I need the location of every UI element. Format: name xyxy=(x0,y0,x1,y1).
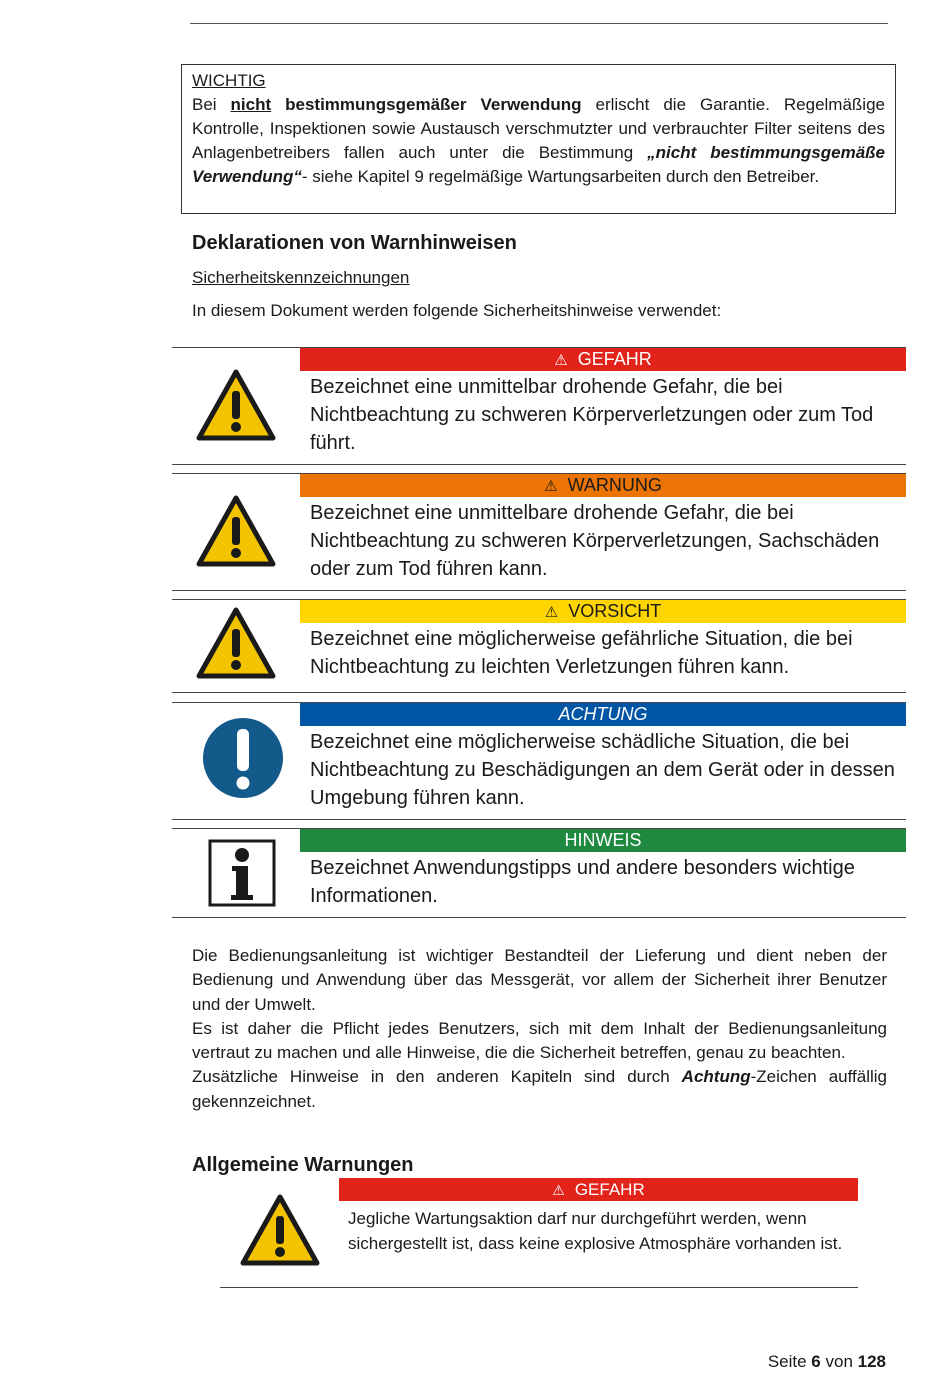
important-nicht: nicht xyxy=(230,95,272,114)
warning-block-warnung xyxy=(172,473,906,591)
body-paragraph-1: Die Bedienungsanleitung ist wichtiger Bestandteil der Lieferung und dient neben der Bedienung und Anwendung über das Messgerät, vor allem der Sicherheit ihrer Benutzer und der Umwelt. xyxy=(192,946,887,1014)
block-rule-bottom xyxy=(172,819,906,820)
section-heading-declarations: Deklarationen von Warnhinweisen xyxy=(192,232,517,254)
warning-triangle-icon xyxy=(196,607,276,679)
body-p3-post: -Zeichen auffällig gekennzeichnet. xyxy=(192,1067,887,1111)
severity-label: VORSICHT xyxy=(568,601,662,621)
block-rule-bottom xyxy=(172,590,906,591)
important-box xyxy=(181,64,896,214)
page-number xyxy=(768,1352,886,1372)
intro-text: In diesem Dokument werden folgende Sicherheitshinweise verwendet: xyxy=(192,301,722,320)
general-warning-rule xyxy=(220,1287,858,1288)
info-icon xyxy=(208,839,276,907)
body-paragraph-2: Es ist daher die Pflicht jedes Benutzers, sich mit dem Inhalt der Bedienungsanleitung vertraut zu machen und alle Hinweise, die die Sicherheit betreffen, genau zu beachten. xyxy=(192,1018,887,1063)
section-heading-general-warnings: Allgemeine Warnungen xyxy=(192,1154,414,1176)
warning-text: Bezeichnet eine unmittelbare drohende Gefahr, die bei Nichtbeachtung zu schweren Körperverletzungen, Sachschäden oder zum Tod führen kann. xyxy=(310,502,880,580)
total-pages: 128 xyxy=(857,1352,886,1371)
general-warning-text: Jegliche Wartungsaktion darf nur durchgeführt werden, wenn sichergestellt ist, dass keine explosive Atmosphäre vorhanden ist. xyxy=(348,1209,843,1253)
warning-block-vorsicht xyxy=(172,599,906,693)
severity-bar-warnung xyxy=(300,474,906,497)
top-rule xyxy=(190,23,888,24)
warning-triangle-icon: ⚠ xyxy=(554,352,568,369)
important-bold: bestimmungsgemäßer Verwendung xyxy=(271,95,582,114)
important-text-post: erlischt die Garantie. Regelmäßige Kontrolle, Inspektionen sowie Austausch verschmutzter und verbrauchter Filter seitens des Anlagenbetreibers fallen auch unter die Bestimmung xyxy=(192,95,885,162)
body-paragraph-3 xyxy=(192,1065,887,1114)
warning-triangle-icon xyxy=(196,369,276,441)
severity-bar-achtung xyxy=(300,703,906,726)
block-rule-bottom xyxy=(172,464,906,465)
subheading-safety-marks: Sicherheitskennzeichnungen xyxy=(192,268,410,287)
warning-triangle-icon: ⚠ xyxy=(544,604,559,621)
severity-bar-hinweis xyxy=(300,829,906,852)
mandatory-exclamation-icon xyxy=(202,717,284,799)
severity-bar-vorsicht xyxy=(300,600,906,623)
severity-label: GEFAHR xyxy=(577,349,652,369)
page-prefix: Seite xyxy=(767,1352,812,1371)
severity-label: GEFAHR xyxy=(574,1180,645,1199)
important-text-end: - siehe Kapitel 9 regelmäßige Wartungsarbeiten durch den Betreiber. xyxy=(301,167,820,186)
warning-triangle-icon: ⚠ xyxy=(544,478,558,495)
body-p3-achtung: Achtung xyxy=(681,1067,751,1087)
warning-triangle-icon xyxy=(196,495,276,567)
body-p3-pre: Zusätzliche Hinweise in den anderen Kapiteln sind durch xyxy=(192,1067,682,1087)
severity-label: ACHTUNG xyxy=(558,704,648,724)
page-separator: von xyxy=(820,1352,858,1371)
warning-text: Bezeichnet Anwendungstipps und andere besonders wichtige Informationen. xyxy=(310,857,855,907)
severity-label: HINWEIS xyxy=(564,830,642,850)
severity-bar-gefahr xyxy=(339,1178,858,1201)
body-paragraphs xyxy=(192,944,887,1114)
warning-block-hinweis xyxy=(172,828,906,918)
warning-triangle-icon xyxy=(240,1194,320,1266)
important-label: WICHTIG xyxy=(192,71,266,90)
important-text-pre: Bei xyxy=(192,95,231,114)
current-page: 6 xyxy=(811,1352,821,1371)
warning-block-achtung xyxy=(172,702,906,820)
warning-text: Bezeichnet eine möglicherweise schädliche Situation, die bei Nichtbeachtung zu Beschädigungen an dem Gerät oder in dessen Umgebung führen kann. xyxy=(310,731,895,809)
warning-text: Bezeichnet eine unmittelbar drohende Gefahr, die bei Nichtbeachtung zu schweren Körperverletzungen oder zum Tod führt. xyxy=(310,376,874,454)
block-rule-bottom xyxy=(172,692,906,693)
severity-label: WARNUNG xyxy=(567,475,662,495)
warning-text: Bezeichnet eine möglicherweise gefährliche Situation, die bei Nichtbeachtung zu leichten Verletzungen führen kann. xyxy=(310,628,853,678)
block-rule-bottom xyxy=(172,917,906,918)
important-text xyxy=(192,93,885,189)
severity-bar-gefahr xyxy=(300,348,906,371)
important-quote: „nicht bestimmungsgemäße Verwendung“ xyxy=(192,143,885,186)
warning-block-gefahr xyxy=(172,347,906,465)
warning-triangle-icon: ⚠ xyxy=(552,1182,565,1198)
